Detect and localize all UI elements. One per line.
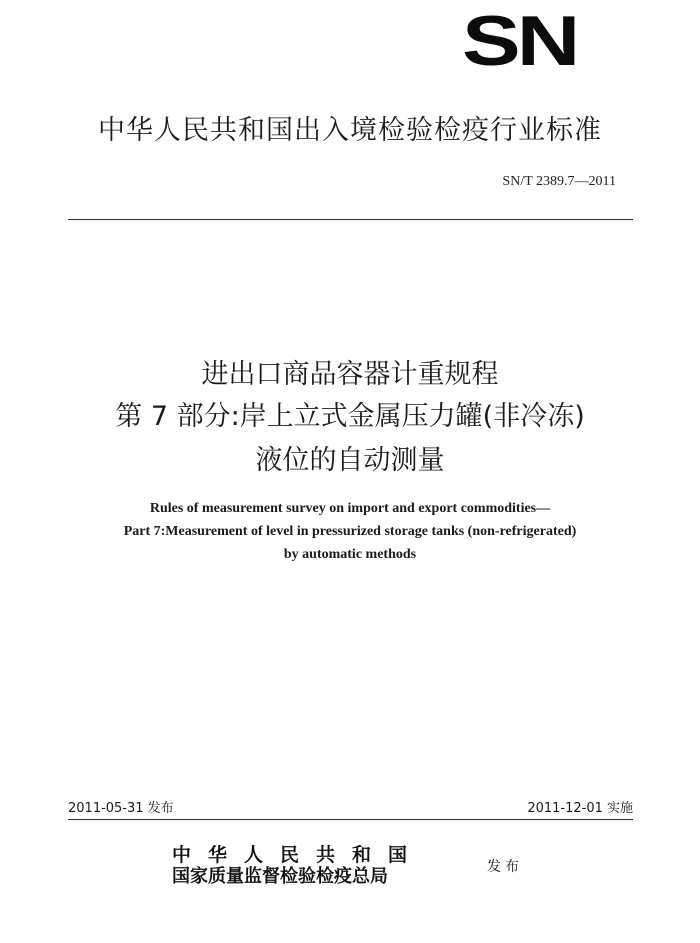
title-en-line2: Part 7:Measurement of level in pressurized storage tanks (non-refrigerated): [123, 524, 577, 539]
issuer-country: 中华人民共和国: [172, 844, 425, 866]
title-cn-line2: 第 7 部分:岸上立式金属压力罐(非冷冻): [115, 401, 585, 432]
organization-title: 中华人民共和国出入境检验检疫行业标准: [98, 115, 602, 146]
sn-logo: SN: [462, 1, 577, 81]
issuer-block: [172, 844, 424, 888]
top-divider: [68, 219, 633, 220]
standard-code: SN/T 2389.7—2011: [502, 174, 616, 189]
title-en-line1: Rules of measurement survey on import and export commodities—: [149, 501, 551, 516]
publish-label: 发布: [487, 859, 523, 875]
title-en-line3: by automatic methods: [283, 547, 417, 562]
issuer-agency: 国家质量监督检验检疫总局: [172, 866, 388, 887]
bottom-divider: [68, 819, 633, 820]
issue-date: 2011-05-31 发布: [68, 801, 174, 816]
effective-date: 2011-12-01 实施: [527, 801, 633, 816]
title-cn-line3: 液位的自动测量: [255, 445, 445, 476]
title-cn-line1: 进出口商品容器计重规程: [201, 359, 499, 390]
